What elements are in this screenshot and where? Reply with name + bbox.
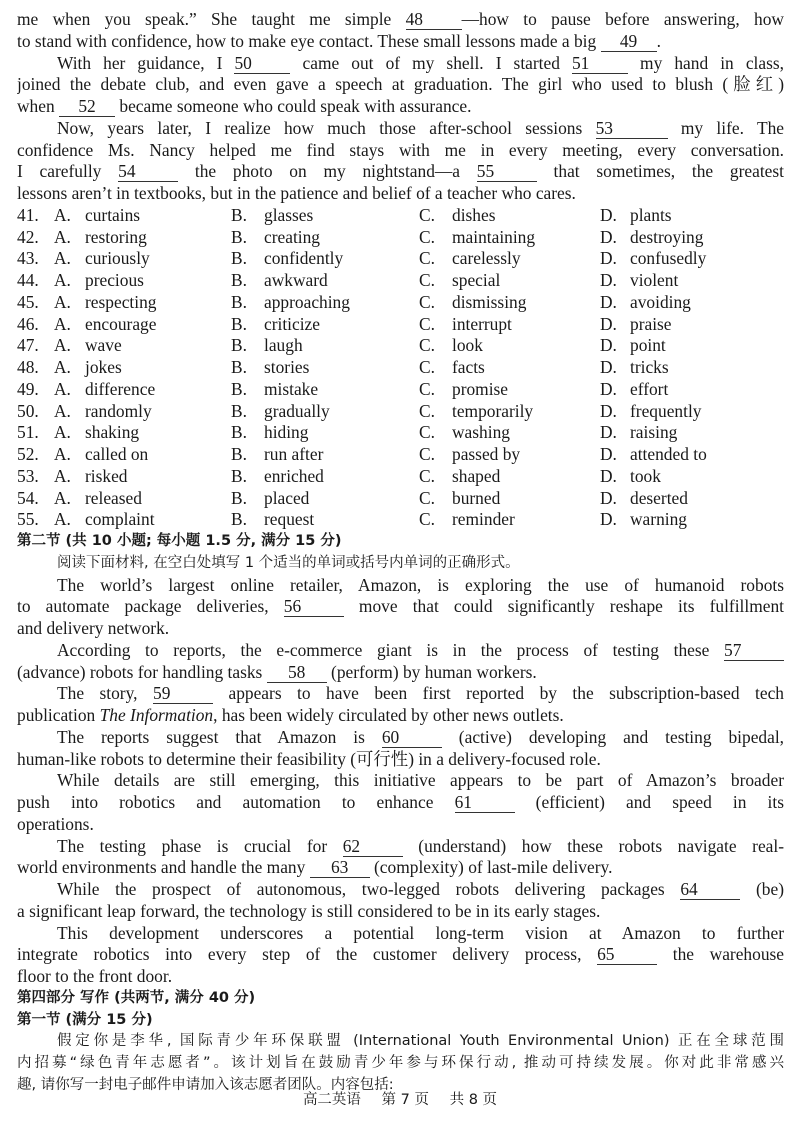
passage-line [17, 705, 784, 727]
text-segment: (efficient) and speed in its [514, 792, 784, 812]
option-d: point [630, 335, 666, 356]
part-4-section-1-heading: 第一节 (满分 15 分) [17, 1011, 153, 1028]
option-letter-c: C. [419, 378, 435, 399]
option-letter-a: A. [54, 226, 71, 247]
blank-49: 49 [601, 33, 657, 52]
question-row [17, 509, 784, 531]
option-a: curtains [85, 204, 141, 225]
question-number: 55. [17, 509, 39, 530]
blank-55: 55 [477, 163, 537, 182]
option-d: took [630, 465, 661, 486]
question-number: 42. [17, 226, 39, 247]
option-letter-b: B. [231, 270, 247, 290]
option-d: deserted [630, 487, 688, 508]
question-number: 51. [17, 422, 39, 443]
text-segment: appears to have been first reported by the subscription-based tech [213, 683, 784, 704]
text-segment: (be) [740, 879, 784, 899]
option-letter-c: C. [419, 509, 435, 530]
option-letter-b: B. [231, 226, 247, 247]
option-d: frequently [630, 400, 702, 421]
option-d: warning [630, 509, 687, 530]
option-d: plants [630, 204, 672, 225]
text-segment: to automate package deliveries, [17, 596, 284, 617]
option-letter-c: C. [419, 400, 435, 421]
option-b: stories [264, 357, 310, 377]
option-letter-b: B. [231, 335, 247, 356]
option-letter-b: B. [231, 465, 247, 486]
option-letter-c: C. [419, 313, 435, 334]
text-segment: publication [17, 705, 100, 725]
option-c: dismissing [452, 291, 527, 312]
question-number: 43. [17, 248, 39, 269]
text-segment: The story, [57, 683, 153, 704]
passage-line: This development underscores a potential long-term vision at Amazon to further [57, 922, 784, 943]
text-segment: world environments and handle the many [17, 857, 310, 878]
passage-line: lessons aren’t in textbooks, but in the patience and belief of a teacher who cares. [17, 183, 576, 203]
blank-48: 48 [406, 11, 462, 30]
blank-51: 51 [572, 55, 628, 74]
text-segment: The testing phase is crucial for [57, 835, 343, 856]
option-a: randomly [85, 400, 152, 421]
passage-line: With her guidance, I 50 came out of my shell. I started 51 my hand in class, [57, 52, 784, 73]
option-letter-c: C. [419, 291, 435, 312]
option-d: praise [630, 313, 672, 334]
passage-line: I carefully 54 the photo on my nightstand—a 55 that sometimes, the greatest [17, 161, 784, 182]
question-number: 53. [17, 465, 39, 486]
question-number: 54. [17, 487, 39, 508]
grammar-passage [17, 575, 784, 988]
question-row [17, 292, 784, 314]
passage-line: floor to the front door. [17, 966, 173, 986]
passage-line: While details are still emerging, this initiative appears to be part of Amazon’s broader [57, 770, 784, 791]
option-letter-a: A. [54, 291, 71, 312]
question-row [17, 248, 784, 270]
option-letter-b: B. [231, 248, 247, 269]
option-c: shaped [452, 465, 501, 486]
passage-line: to stand with confidence, how to make eye contact. These small lessons made a big 49 . [17, 30, 661, 51]
passage-line [17, 944, 784, 966]
footer-page-number: 第 7 页 [381, 1092, 429, 1108]
option-letter-d: D. [600, 465, 617, 486]
passage-line [17, 836, 784, 858]
option-letter-a: A. [54, 422, 71, 443]
option-letter-d: D. [600, 313, 617, 334]
question-number: 46. [17, 313, 39, 334]
question-row [17, 227, 784, 249]
option-c: promise [452, 378, 509, 399]
option-letter-d: D. [600, 248, 617, 269]
blank-52: 52 [59, 98, 115, 117]
option-a: released [85, 487, 142, 508]
option-d: violent [630, 270, 679, 290]
option-letter-c: C. [419, 444, 435, 464]
publication-title: The Information [99, 705, 214, 725]
option-b: request [264, 509, 315, 530]
text-segment: (active) developing and testing bipedal, [441, 726, 784, 747]
option-letter-b: B. [231, 357, 247, 377]
passage-line: and delivery network. [17, 618, 170, 638]
text-segment: (understand) how these robots navigate real- [402, 835, 784, 856]
passage-line: me when you speak.” She taught me simple 48 —how to pause before answering, how [17, 9, 784, 29]
option-a: jokes [85, 357, 122, 377]
text-segment: integrate robotics into every step of the customer delivery process, [17, 944, 598, 965]
blank-58: 58 [267, 664, 327, 683]
option-letter-d: D. [600, 270, 617, 290]
option-b: glasses [264, 204, 314, 225]
option-c: reminder [452, 509, 515, 530]
question-number: 50. [17, 400, 39, 421]
blank-50: 50 [234, 55, 290, 74]
option-letter-c: C. [419, 357, 435, 377]
passage-line: a significant leap forward, the technology is still considered to be in its early stages. [17, 900, 601, 921]
option-letter-c: C. [419, 465, 435, 486]
option-b: mistake [264, 378, 319, 399]
blank-65: 65 [597, 946, 657, 965]
question-row [17, 422, 784, 444]
option-d: avoiding [630, 291, 691, 312]
text-segment: (perform) by human workers. [326, 661, 537, 682]
option-c: maintaining [452, 226, 536, 247]
option-b: awkward [264, 270, 328, 290]
option-letter-a: A. [54, 335, 71, 356]
option-d: effort [630, 378, 669, 399]
option-b: enriched [264, 465, 324, 486]
passage-line: when 52 became someone who could speak with assurance. [17, 96, 472, 116]
option-letter-a: A. [54, 204, 71, 225]
option-letter-a: A. [54, 313, 71, 334]
option-letter-a: A. [54, 487, 71, 508]
question-number: 45. [17, 291, 39, 312]
option-a: curiously [85, 248, 150, 269]
option-b: hiding [264, 422, 309, 443]
option-letter-a: A. [54, 378, 71, 399]
option-letter-d: D. [600, 204, 617, 225]
option-c: facts [452, 357, 485, 377]
question-row [17, 205, 784, 227]
passage-line [17, 792, 784, 814]
option-d: raising [630, 422, 678, 443]
passage-line [17, 879, 784, 901]
text-segment: push into robotics and automation to enhance [17, 792, 455, 812]
text-segment: While the prospect of autonomous, two-legged robots delivering packages [57, 879, 681, 899]
option-letter-d: D. [600, 291, 617, 312]
option-c: passed by [452, 444, 521, 464]
option-a: called on [85, 444, 149, 464]
option-a: risked [85, 465, 128, 486]
blank-63: 63 [310, 859, 370, 878]
page-footer [0, 1088, 800, 1109]
section-2-instruction: 阅读下面材料, 在空白处填写 1 个适当的单词或括号内单词的正确形式。 [57, 554, 520, 571]
option-letter-b: B. [231, 400, 247, 421]
option-b: creating [264, 226, 321, 247]
question-row [17, 270, 784, 292]
option-c: carelessly [452, 248, 521, 269]
option-d: attended to [630, 444, 707, 464]
passage-line: operations. [17, 813, 94, 834]
part-4-heading: 第四部分 写作 (共两节, 满分 40 分) [17, 989, 256, 1006]
option-letter-c: C. [419, 422, 435, 443]
option-letter-a: A. [54, 465, 71, 486]
question-row [17, 314, 784, 336]
option-letter-d: D. [600, 422, 617, 443]
option-letter-d: D. [600, 400, 617, 421]
question-row [17, 444, 784, 466]
question-row [17, 335, 784, 357]
blank-53: 53 [596, 120, 668, 139]
blank-57: 57 [724, 642, 784, 661]
option-letter-a: A. [54, 509, 71, 530]
text-segment: the warehouse [657, 944, 784, 965]
option-letter-b: B. [231, 313, 247, 334]
footer-total-pages: 共 8 页 [449, 1092, 498, 1108]
option-b: run after [264, 444, 324, 464]
option-d: confusedly [630, 248, 707, 269]
blank-64: 64 [680, 881, 740, 900]
option-letter-a: A. [54, 357, 71, 377]
blank-56: 56 [284, 598, 344, 617]
option-letter-b: B. [231, 378, 247, 399]
section-2-heading: 第二节 (共 10 小题; 每小题 1.5 分, 满分 15 分) [17, 533, 342, 549]
question-row [17, 401, 784, 423]
passage-line: joined the debate club, and even gave a speech at graduation. The girl who used to blush (脸红) [17, 74, 784, 95]
option-a: respecting [85, 291, 157, 312]
option-c: look [452, 335, 483, 356]
option-letter-c: C. [419, 335, 435, 356]
option-letter-a: A. [54, 248, 71, 269]
cloze-passage [17, 9, 784, 205]
option-letter-d: D. [600, 509, 617, 530]
text-segment: (complexity) of last-mile delivery. [369, 857, 613, 878]
option-letter-c: C. [419, 248, 435, 269]
blank-54: 54 [118, 163, 178, 182]
passage-line [17, 640, 784, 662]
option-letter-d: D. [600, 378, 617, 399]
text-segment: , has been widely circulated by other news outlets. [213, 705, 564, 725]
writing-prompt-line: 趣, 请你写一封电子邮件申请加入该志愿者团队。内容包括: [17, 1076, 394, 1093]
option-letter-d: D. [600, 357, 617, 377]
option-b: confidently [264, 248, 344, 269]
option-a: difference [85, 378, 156, 399]
option-c: burned [452, 487, 501, 508]
blank-61: 61 [455, 794, 515, 813]
option-letter-a: A. [54, 400, 71, 421]
option-a: shaking [85, 422, 140, 443]
option-a: restoring [85, 226, 147, 247]
question-row [17, 466, 784, 488]
text-segment: The reports suggest that Amazon is [57, 726, 382, 747]
option-d: destroying [630, 226, 704, 247]
text-segment: According to reports, the e-commerce giant is in the process of testing these [57, 639, 724, 660]
passage-line [17, 596, 784, 618]
exam-page [17, 9, 784, 1097]
option-a: complaint [85, 509, 155, 530]
footer-subject: 高二英语 [302, 1092, 361, 1108]
option-c: special [452, 270, 501, 290]
option-a: wave [85, 335, 122, 356]
option-c: interrupt [452, 313, 512, 334]
passage-line: Now, years later, I realize how much those after-school sessions 53 my life. The [57, 117, 784, 138]
option-d: tricks [630, 357, 669, 377]
question-number: 44. [17, 270, 39, 290]
option-letter-b: B. [231, 291, 247, 312]
option-letter-c: C. [419, 204, 435, 225]
option-letter-b: B. [231, 422, 247, 443]
option-letter-a: A. [54, 270, 71, 290]
question-number: 48. [17, 357, 39, 377]
passage-line [17, 683, 784, 705]
writing-prompt-line: 内招募“绿色青年志愿者”。该计划旨在鼓励青少年参与环保行动, 推动可持续发展。你对此非常感兴 [17, 1055, 784, 1071]
question-number: 41. [17, 204, 39, 225]
option-letter-b: B. [231, 487, 247, 508]
option-letter-b: B. [231, 444, 247, 464]
answer-options [17, 205, 784, 531]
option-letter-b: B. [231, 204, 247, 225]
question-number: 49. [17, 378, 39, 399]
option-b: placed [264, 487, 310, 508]
option-b: criticize [264, 313, 320, 334]
option-letter-d: D. [600, 335, 617, 356]
passage-line: confidence Ms. Nancy helped me find stays with me in every meeting, every conversation. [17, 139, 784, 160]
option-b: laugh [264, 335, 303, 356]
option-letter-d: D. [600, 226, 617, 247]
passage-line [17, 857, 784, 879]
question-row [17, 357, 784, 379]
option-letter-b: B. [231, 509, 247, 530]
option-c: temporarily [452, 400, 534, 421]
option-letter-c: C. [419, 226, 435, 247]
option-letter-d: D. [600, 487, 617, 508]
writing-prompt-line: 假定你是李华, 国际青少年环保联盟 (International Youth Environmental Union) 正在全球范围 [57, 1033, 784, 1050]
passage-line [17, 662, 784, 684]
question-row [17, 488, 784, 510]
passage-line [17, 727, 784, 749]
option-a: encourage [85, 313, 157, 334]
option-letter-a: A. [54, 444, 71, 464]
option-b: gradually [264, 400, 330, 421]
text-segment: move that could significantly reshape its fulfillment [343, 596, 784, 617]
option-letter-c: C. [419, 270, 435, 290]
option-letter-d: D. [600, 444, 617, 464]
question-row [17, 379, 784, 401]
question-number: 47. [17, 335, 39, 356]
option-a: precious [85, 270, 144, 290]
option-c: dishes [452, 204, 496, 225]
blank-60: 60 [382, 729, 442, 748]
option-letter-c: C. [419, 487, 435, 508]
text-segment: (advance) robots for handling tasks [17, 661, 267, 682]
option-b: approaching [264, 291, 350, 312]
option-c: washing [452, 422, 510, 443]
blank-59: 59 [153, 685, 213, 704]
passage-line: The world’s largest online retailer, Amazon, is exploring the use of humanoid robots [57, 574, 784, 595]
passage-line: human-like robots to determine their feasibility (可行性) in a delivery-focused role. [17, 748, 601, 769]
blank-62: 62 [343, 838, 403, 857]
question-number: 52. [17, 444, 39, 464]
